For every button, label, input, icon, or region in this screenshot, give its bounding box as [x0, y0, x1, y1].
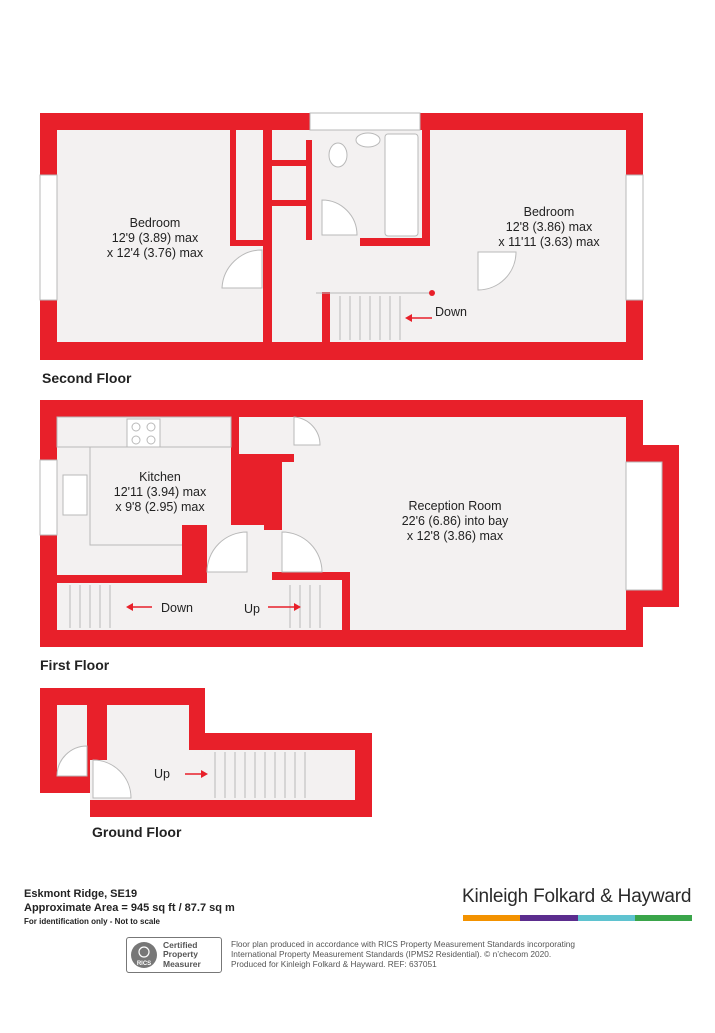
hob-icon — [127, 419, 160, 447]
property-area: Approximate Area = 945 sq ft / 87.7 sq m — [24, 902, 235, 914]
brand-bar-segment — [578, 915, 635, 921]
first-floor-plan — [40, 400, 679, 673]
stairs-up-label: Up — [154, 767, 170, 781]
internal-wall — [182, 525, 207, 582]
window — [310, 113, 420, 130]
bedroom-right-name: Bedroom — [523, 205, 575, 219]
stairs-down-label: Down — [161, 601, 193, 615]
bedroom-left-dim1: 12'9 (3.89) max — [111, 231, 199, 245]
stairs-up-label: Up — [244, 602, 260, 616]
disclaimer: For identification only - Not to scale — [24, 917, 161, 926]
internal-wall — [57, 575, 207, 583]
stairs-floor — [189, 750, 355, 800]
sink-icon — [63, 475, 87, 515]
window — [626, 175, 643, 300]
internal-wall — [263, 130, 272, 342]
bay-window — [626, 462, 662, 590]
second-floor-label: Second Floor — [42, 370, 132, 386]
ground-floor-label: Ground Floor — [92, 824, 182, 840]
svg-text:RICS: RICS — [136, 961, 152, 967]
brand-color-bar — [463, 915, 692, 921]
window — [40, 460, 57, 535]
brand-bar-segment — [463, 915, 520, 921]
agent-brand-name: Kinleigh Folkard & Hayward — [462, 886, 692, 907]
basin-icon — [356, 133, 380, 147]
kitchen-dim2: x 9'8 (2.95) max — [115, 500, 205, 514]
wardrobe-wall — [230, 130, 236, 245]
bedroom-left-name: Bedroom — [129, 216, 181, 230]
cupboard-floor — [272, 292, 322, 342]
property-info — [24, 887, 235, 929]
newel-post — [429, 290, 435, 296]
brand-bar-segment — [520, 915, 577, 921]
rics-seal-icon — [129, 940, 159, 970]
internal-wall — [231, 454, 294, 462]
internal-wall — [264, 460, 282, 530]
bedroom-right-dim1: 12'8 (3.86) max — [505, 220, 593, 234]
kitchen-dim1: 12'11 (3.94) max — [113, 485, 207, 499]
rics-certified-text: Certified Property Measurer — [163, 939, 201, 969]
second-floor-plan — [40, 113, 643, 386]
reception-dim2: x 12'8 (3.86) max — [406, 529, 504, 543]
note-line: Produced for Kinleigh Folkard & Hayward. REF: 637051 — [231, 959, 437, 969]
internal-wall — [360, 238, 430, 246]
reception-name: Reception Room — [408, 499, 502, 513]
note-line: International Property Measurement Standards (IPMS2 Residential). © n’checom 2020. — [231, 949, 552, 959]
wardrobe-wall — [230, 240, 263, 246]
internal-wall — [306, 140, 312, 240]
bath-icon — [385, 134, 418, 236]
ground-floor-plan — [40, 688, 372, 840]
bedroom-left-dim2: x 12'4 (3.76) max — [106, 246, 204, 260]
note-line: Floor plan produced in accordance with RICS Property Measurement Standards incorporating — [231, 939, 576, 949]
brand-bar-segment — [635, 915, 692, 921]
internal-wall — [422, 130, 430, 240]
cupboard-floor — [239, 417, 292, 460]
internal-wall — [272, 572, 350, 580]
reception-dim1: 22'6 (6.86) into bay — [401, 514, 509, 528]
property-address: Eskmont Ridge, SE19 — [24, 888, 138, 900]
stairs-down-label: Down — [435, 305, 467, 319]
internal-wall — [322, 292, 330, 342]
internal-wall — [342, 572, 350, 630]
rics-badge — [126, 937, 222, 973]
measurement-notes — [231, 939, 611, 969]
first-floor-label: First Floor — [40, 657, 110, 673]
bedroom-right-dim2: x 11'11 (3.63) max — [498, 235, 600, 249]
kitchen-name: Kitchen — [139, 470, 181, 484]
toilet-icon — [329, 143, 347, 167]
window — [40, 175, 57, 300]
